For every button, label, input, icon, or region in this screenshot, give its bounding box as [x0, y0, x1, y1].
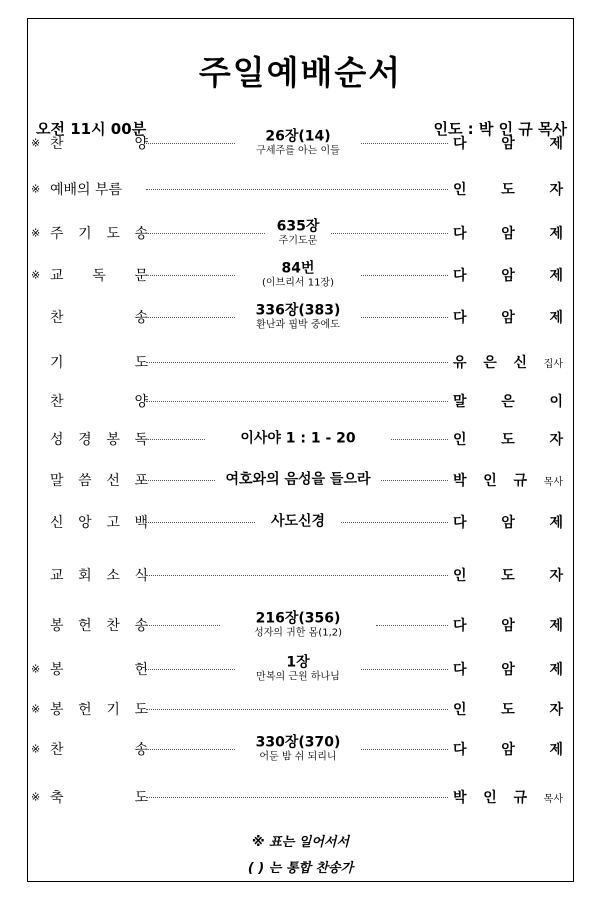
dotted-leader [146, 480, 215, 481]
item-label [50, 615, 148, 635]
item-person [453, 352, 563, 372]
dotted-leader [376, 625, 448, 626]
item-detail-text: 사도신경 [270, 513, 326, 530]
order-item [28, 299, 573, 335]
item-person-part: 다 [453, 515, 467, 531]
order-item [28, 691, 573, 727]
item-label-char: 앙 [78, 515, 92, 531]
item-label-char: 찬 [50, 742, 64, 758]
item-person-part: 제 [549, 662, 563, 678]
dotted-leader [146, 749, 235, 750]
item-label-char: 도 [106, 226, 120, 242]
hymn-title: 구세주를 아는 이들 [256, 145, 340, 157]
item-person [453, 179, 563, 199]
item-person-part: 자 [549, 568, 563, 584]
dotted-leader [146, 797, 448, 798]
dotted-leader [146, 625, 220, 626]
item-label-char: 회 [78, 568, 92, 584]
item-label-char: 찬 [50, 394, 64, 410]
service-time: 오전 11시 00분 [36, 120, 147, 138]
item-label-char: 송 [134, 226, 148, 242]
hymn-number: 336장(383) [255, 302, 341, 319]
item-detail-text: 여호와의 음성을 들으라 [225, 471, 371, 488]
dotted-leader [146, 362, 448, 363]
hymn-title: (이브리서 11장) [261, 277, 334, 289]
item-label [50, 512, 148, 532]
item-person [453, 391, 563, 411]
standing-mark: ※ [31, 226, 41, 240]
standing-mark: ※ [31, 790, 41, 804]
item-person [453, 787, 563, 807]
dotted-leader [381, 480, 448, 481]
item-person-part: 암 [501, 515, 515, 531]
item-label-char: 독 [134, 432, 148, 448]
item-person [453, 265, 563, 285]
item-label-char: 기 [106, 702, 120, 718]
item-label-char: 기 [78, 226, 92, 242]
item-person-part: 암 [501, 310, 515, 326]
item-label-char: 양 [134, 136, 148, 152]
item-label [50, 352, 148, 372]
item-person-part: 규 [513, 473, 527, 489]
item-label-char: 헌 [134, 662, 148, 678]
item-label-char: 송 [134, 310, 148, 326]
item-person-part: 다 [453, 618, 467, 634]
item-label-char: 성 [50, 432, 64, 448]
item-person-part: 다 [453, 268, 467, 284]
dotted-leader [146, 709, 448, 710]
item-label-char: 찬 [106, 618, 120, 634]
hymn-title: 만복의 근원 하나님 [256, 671, 340, 683]
item-label-char: 문 [134, 268, 148, 284]
item-person-part: 신 [513, 355, 527, 371]
order-item [28, 607, 573, 643]
item-person-part: 집사 [543, 358, 563, 370]
item-person [453, 659, 563, 679]
item-detail-text: 이사야 1 : 1 - 20 [240, 430, 356, 447]
item-person-part: 도 [501, 568, 515, 584]
item-person-part: 인 [453, 182, 467, 198]
item-person-part: 암 [501, 662, 515, 678]
item-person-part: 제 [549, 742, 563, 758]
standing-mark: ※ [31, 742, 41, 756]
dotted-leader [361, 749, 448, 750]
item-label-char: 봉 [50, 662, 64, 678]
item-label [50, 787, 148, 807]
item-person-part: 인 [453, 568, 467, 584]
item-label-char: 경 [78, 432, 92, 448]
item-person [453, 615, 563, 635]
page-title: 주일예배순서 [198, 53, 403, 92]
item-label-char: 독 [92, 268, 106, 284]
dotted-leader [391, 439, 448, 440]
hymn-title: 주기도문 [278, 235, 318, 247]
dotted-leader [361, 275, 448, 276]
dotted-leader [146, 275, 235, 276]
item-person-part: 다 [453, 310, 467, 326]
hymn-number: 84번 [281, 260, 315, 277]
item-person-part: 도 [501, 702, 515, 718]
item-label-char: 양 [134, 394, 148, 410]
order-item [28, 383, 573, 419]
item-person-part: 다 [453, 226, 467, 242]
item-person-part: 제 [549, 136, 563, 152]
order-item [28, 171, 573, 207]
order-item [28, 557, 573, 593]
item-person-part: 은 [501, 394, 515, 410]
dotted-leader [331, 233, 448, 234]
item-person-part: 박 [453, 473, 467, 489]
hymn-title: 성자의 귀한 몸(1,2) [253, 627, 343, 639]
item-label-char: 도 [134, 702, 148, 718]
item-label-char: 헌 [78, 618, 92, 634]
order-item [28, 779, 573, 815]
item-label-char: 축 [50, 790, 64, 806]
item-label-char: 교 [50, 568, 64, 584]
item-person-part: 암 [501, 268, 515, 284]
order-item [28, 125, 573, 161]
item-person-part: 유 [453, 355, 467, 371]
item-person [453, 307, 563, 327]
item-person-part: 제 [549, 618, 563, 634]
item-person-part: 암 [501, 226, 515, 242]
item-label [50, 470, 148, 490]
dotted-leader [361, 143, 448, 144]
item-person-part: 제 [549, 226, 563, 242]
item-label-char: 예배의 부름 [50, 182, 123, 198]
item-person [453, 429, 563, 449]
item-person-part: 자 [549, 702, 563, 718]
item-label [50, 179, 148, 199]
standing-mark: ※ [31, 182, 41, 196]
item-label-char: 봉 [50, 702, 64, 718]
item-label-char: 소 [106, 568, 120, 584]
item-label-char: 도 [134, 355, 148, 371]
item-label-char: 봉 [50, 618, 64, 634]
item-label [50, 265, 148, 285]
item-person-part: 자 [549, 182, 563, 198]
item-label-char: 봉 [106, 432, 120, 448]
hymn-title: 환난과 핍박 중에도 [256, 319, 340, 331]
item-person-part: 제 [549, 310, 563, 326]
hymn-title: 어둔 밤 쉬 되리니 [259, 751, 337, 763]
item-label-char: 기 [50, 355, 64, 371]
item-person [453, 739, 563, 759]
dotted-leader [361, 669, 448, 670]
footer-note-hymnal: ( ) 는 통합 찬송가 [247, 861, 354, 876]
item-label [50, 739, 148, 759]
item-label [50, 429, 148, 449]
item-person-part: 자 [549, 432, 563, 448]
item-person-part: 암 [501, 618, 515, 634]
item-label-char: 포 [134, 473, 148, 489]
item-person [453, 223, 563, 243]
dotted-leader [146, 189, 448, 190]
item-label-char: 고 [106, 515, 120, 531]
dotted-leader [146, 522, 255, 523]
item-person-part: 박 [453, 790, 467, 806]
item-person-part: 인 [483, 473, 497, 489]
item-label-char: 송 [134, 618, 148, 634]
item-person-part: 제 [549, 268, 563, 284]
item-person-part: 인 [453, 702, 467, 718]
item-label [50, 223, 148, 243]
item-label-char: 주 [50, 226, 64, 242]
order-item [28, 344, 573, 380]
standing-mark: ※ [31, 268, 41, 282]
item-label-char: 신 [50, 515, 64, 531]
item-person [453, 512, 563, 532]
dotted-leader [146, 439, 205, 440]
item-person-part: 목사 [543, 476, 563, 488]
order-item [28, 731, 573, 767]
service-leader: 인도 : 박 인 규 목사 [433, 120, 567, 138]
standing-mark: ※ [31, 702, 41, 716]
item-label-char: 선 [106, 473, 120, 489]
item-person [453, 133, 563, 153]
item-label-char: 식 [134, 568, 148, 584]
footer-note-standing: ※ 표는 일어서서 [251, 835, 350, 850]
hymn-number: 26장(14) [265, 128, 331, 145]
item-label-char: 찬 [50, 136, 64, 152]
dotted-leader [341, 522, 448, 523]
dotted-leader [146, 575, 448, 576]
dotted-leader [361, 317, 448, 318]
item-label-char: 송 [134, 742, 148, 758]
item-person-part: 다 [453, 662, 467, 678]
item-person-part: 은 [483, 355, 497, 371]
item-person-part: 목사 [543, 793, 563, 805]
dotted-leader [146, 233, 265, 234]
item-person-part: 제 [549, 515, 563, 531]
item-label-char: 도 [134, 790, 148, 806]
item-person-part: 말 [453, 394, 467, 410]
item-label-char: 말 [50, 473, 64, 489]
item-person-part: 다 [453, 136, 467, 152]
item-label [50, 133, 148, 153]
standing-mark: ※ [31, 662, 41, 676]
item-person-part: 다 [453, 742, 467, 758]
item-label-char: 찬 [50, 310, 64, 326]
order-item [28, 215, 573, 251]
item-person [453, 565, 563, 585]
hymn-number: 635장 [276, 218, 320, 235]
item-person-part: 인 [453, 432, 467, 448]
order-item [28, 651, 573, 687]
dotted-leader [146, 401, 448, 402]
item-person-part: 암 [501, 742, 515, 758]
item-label [50, 307, 148, 327]
item-label-char: 헌 [78, 702, 92, 718]
dotted-leader [146, 317, 235, 318]
dotted-leader [146, 669, 235, 670]
item-label-char: 씀 [78, 473, 92, 489]
order-item [28, 504, 573, 540]
order-of-worship-sheet [27, 18, 574, 882]
item-person-part: 도 [501, 182, 515, 198]
standing-mark: ※ [31, 136, 41, 150]
item-label [50, 565, 148, 585]
order-item [28, 462, 573, 498]
item-label-char: 교 [50, 268, 64, 284]
item-label [50, 391, 148, 411]
order-item [28, 257, 573, 293]
hymn-number: 330장(370) [255, 734, 341, 751]
hymn-number: 1장 [286, 654, 310, 671]
item-person-part: 규 [513, 790, 527, 806]
dotted-leader [146, 143, 235, 144]
order-item [28, 421, 573, 457]
item-person-part: 이 [549, 394, 563, 410]
item-person [453, 470, 563, 490]
item-label [50, 659, 148, 679]
hymn-number: 216장(356) [255, 610, 341, 627]
item-label-char: 백 [134, 515, 148, 531]
item-person-part: 인 [483, 790, 497, 806]
item-person-part: 암 [501, 136, 515, 152]
item-person [453, 699, 563, 719]
item-person-part: 도 [501, 432, 515, 448]
item-label [50, 699, 148, 719]
